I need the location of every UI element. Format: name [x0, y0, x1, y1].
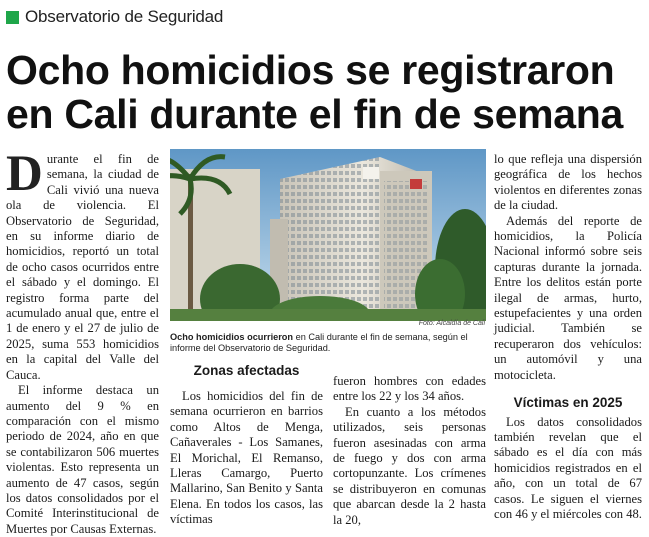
article-column-3 — [333, 374, 486, 528]
section-name: Observatorio de Seguridad — [25, 7, 224, 26]
caption-text: en Cali durante el fin de semana, según el informe del Observatorio de Seguridad. — [170, 332, 468, 353]
article-column-2 — [170, 389, 323, 528]
subhead-zonas-afectadas: Zonas afectadas — [193, 363, 300, 378]
photo-caption — [170, 332, 486, 354]
building-photo-image — [170, 149, 486, 321]
drop-cap: D — [6, 146, 43, 202]
article-column-4 — [494, 152, 642, 522]
headline-line-1: Ocho homicidios se registraron — [6, 47, 615, 93]
paragraph-6: Los datos consolidados también revelan que el sábado es el día con más homicidios registrados en el año, con un total de 67 casos. Le siguen el viernes con 46 y el miércoles con 48. — [494, 414, 642, 521]
article-column-1 — [6, 146, 159, 537]
paragraph-4: En cuanto a los métodos utilizados, seis personas fueron asesinadas con arma de fuego y dos con arma cortopunzante. Los crímenes se distribuyeron en comunas que abarcan desde la 2 hasta la 20, — [333, 404, 486, 527]
paragraph-1-text: urante el fin de semana, la ciudad de Cali vivió una nueva ola de violencia. El Observatorio de Seguridad, en su informe diario de homicidios, reportó un total de ocho casos ocurridos entre el sábado y el domingo. El registro forma parte del acumulado anual que, entre el 1 de enero y el 27 de julio de 2025, suma 553 homicidios en la capital del Valle del Cauca. — [6, 152, 159, 382]
paragraph-1 — [6, 146, 159, 383]
caption-bold: Ocho homicidios ocurrieron — [170, 332, 294, 342]
section-tag — [6, 7, 223, 27]
subhead-zonas-container — [170, 363, 323, 378]
paragraph-4-continued: lo que refleja una dispersión geográfica de los hechos violentos en diferentes zonas de la ciudad. — [494, 152, 642, 213]
article-photo — [170, 149, 486, 321]
subhead-victimas-2025: Víctimas en 2025 — [513, 395, 623, 411]
paragraph-3-continued: fueron hombres con edades entre los 22 y los 34 años. — [333, 374, 486, 404]
paragraph-3: Los homicidios del fin de semana ocurrieron en barrios como Altos de Menga, Cañaverales - Los Samanes, El Morichal, El Remanso, Lleras Camargo, Puerto Mallarino, San Benito y Santa Elena. En todos los casos, las víctimas — [170, 389, 323, 527]
headline — [6, 48, 646, 136]
paragraph-5: Además del reporte de homicidios, la Policía Nacional informó sobre seis capturas durante la jornada. Entre los delitos están porte ilegal de armas, hurto, estupefacientes y una orden judicial. También se recuperaron dos vehículos: un automóvil y una motocicleta. — [494, 213, 642, 382]
section-color-square — [6, 11, 19, 24]
headline-line-2: en Cali durante el fin de semana — [6, 91, 623, 137]
paragraph-2: El informe destaca un aumento del 9 % en comparación con el mismo periodo de 2024, año en que se contabilizaron 506 muertes violentas. Esto representa un aumento de 47 casos, según los datos consolidados por el Comité Interinstitucional de Muertes por Causas Externas. — [6, 383, 159, 536]
photo-credit: Foto: Alcaldía de Cali — [418, 320, 485, 327]
